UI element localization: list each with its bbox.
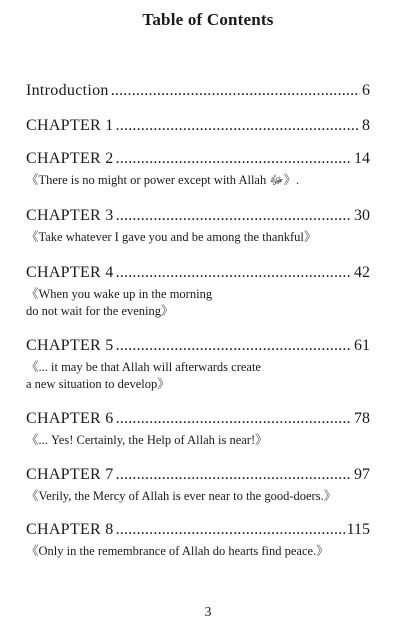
- dot-leader: [116, 262, 352, 284]
- dot-leader: [116, 115, 360, 137]
- toc-entry-label: CHAPTER 3: [26, 207, 114, 224]
- toc-entry-page: 61: [354, 337, 370, 354]
- toc-entry-label: CHAPTER 5: [26, 337, 114, 354]
- dot-leader: [116, 205, 352, 227]
- chapter-quote: [26, 432, 370, 449]
- dot-leader: [111, 80, 360, 102]
- toc-entry-page: 30: [354, 207, 370, 224]
- page-number: 3: [204, 605, 212, 620]
- toc-entry-page: 97: [354, 466, 370, 483]
- quote-line: 《Take whatever I gave you and be among the thankful》: [26, 230, 317, 244]
- toc-entry-label: CHAPTER 4: [26, 264, 114, 281]
- toc-entry-label: Introduction: [26, 82, 109, 99]
- dot-leader: [116, 148, 352, 170]
- quote-line: 《There is no might or power except with Allah ﷻ》.: [26, 173, 300, 187]
- quote-line: 《... it may be that Allah will afterwards create: [26, 360, 261, 374]
- toc-entry-page: 42: [354, 264, 370, 281]
- chapter-quote: [26, 488, 370, 505]
- toc-entry-line: [26, 519, 370, 541]
- dot-leader: [116, 335, 352, 357]
- toc-entry-chapter-2: [26, 148, 370, 189]
- toc-entry-page: 14: [354, 150, 370, 167]
- toc-entry-line: [26, 205, 370, 227]
- toc-entry-line: [26, 262, 370, 284]
- chapter-quote: [26, 543, 370, 560]
- toc-entry-page: 78: [354, 410, 370, 427]
- dot-leader: [116, 519, 345, 541]
- toc-entry-line: [26, 148, 370, 170]
- toc-entry-chapter-8: [26, 519, 370, 560]
- toc-entry-chapter-3: [26, 205, 370, 246]
- toc-entry-line: [26, 464, 370, 486]
- toc-entry-chapter-4: [26, 262, 370, 320]
- toc-entry-label: CHAPTER 1: [26, 117, 114, 134]
- quote-line: 《Only in the remembrance of Allah do hearts find peace.》: [26, 544, 329, 558]
- chapter-quote: [26, 286, 370, 320]
- chapter-quote: [26, 359, 370, 393]
- chapter-quote: [26, 229, 370, 246]
- toc-entry-chapter-6: [26, 408, 370, 449]
- toc-entry-introduction: [26, 80, 370, 102]
- dot-leader: [116, 464, 352, 486]
- toc-entry-line: [26, 335, 370, 357]
- toc-entry-line: [26, 408, 370, 430]
- toc-entry-line: [26, 115, 370, 137]
- toc-entry-label: CHAPTER 7: [26, 466, 114, 483]
- toc-entry-chapter-7: [26, 464, 370, 505]
- toc-entry-page: 8: [362, 117, 370, 134]
- toc-entry-label: CHAPTER 2: [26, 150, 114, 167]
- toc-entry-page: 6: [362, 82, 370, 99]
- quote-line: 《... Yes! Certainly, the Help of Allah is near!》: [26, 433, 268, 447]
- dot-leader: [116, 408, 352, 430]
- toc-entry-label: CHAPTER 8: [26, 521, 114, 538]
- quote-line: a new situation to develop》: [26, 377, 170, 391]
- chapter-quote: [26, 172, 370, 189]
- toc-entry-chapter-1: [26, 115, 370, 137]
- toc-entry-line: [26, 80, 370, 102]
- toc-entry-page: 115: [346, 521, 370, 538]
- quote-line: 《When you wake up in the morning: [26, 287, 213, 301]
- page-title: Table of Contents: [142, 10, 274, 29]
- toc-entry-chapter-5: [26, 335, 370, 393]
- quote-line: do not wait for the evening》: [26, 304, 174, 318]
- quote-line: 《Verily, the Mercy of Allah is ever near to the good-doers.》: [26, 489, 337, 503]
- toc-entry-label: CHAPTER 6: [26, 410, 114, 427]
